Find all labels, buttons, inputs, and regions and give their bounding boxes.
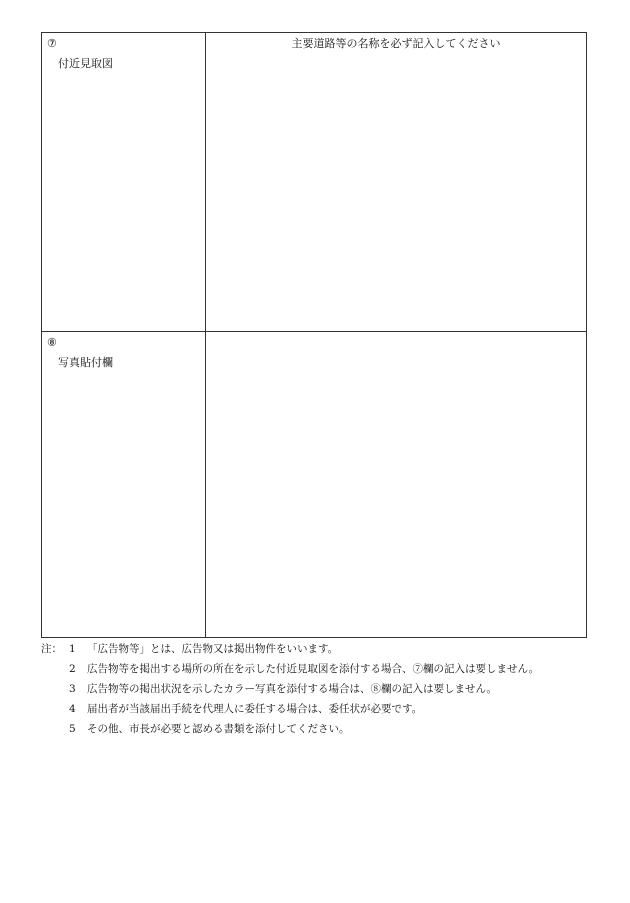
- map-row: [42, 33, 586, 332]
- note-number: 1: [69, 643, 76, 655]
- note-text: 広告物等を掲出する場所の所在を示した付近見取図を添付する場合、⑦欄の記入は要しません。: [87, 663, 540, 675]
- note-number: 4: [69, 703, 76, 715]
- map-label-cell: [42, 33, 206, 331]
- map-section-label: 付近見取図: [58, 57, 113, 70]
- map-instruction: 主要道路等の名称を必ず記入してください: [291, 37, 501, 50]
- photo-paste-area[interactable]: [206, 332, 586, 637]
- note-text: 広告物等の掲出状況を示したカラー写真を添付する場合は、⑧欄の記入は要しません。: [87, 683, 498, 695]
- note-number: 5: [69, 723, 76, 735]
- notes-prefix: 注：: [41, 643, 62, 655]
- note-text: 届出者が当該届出手続を代理人に委任する場合は、委任状が必要です。: [87, 703, 423, 715]
- note-text: その他、市長が必要と認める書類を添付してください。: [87, 723, 350, 735]
- photo-section-number: ⑧: [47, 336, 57, 349]
- form-table: [41, 32, 587, 638]
- photo-row: [42, 332, 586, 637]
- note-number: 2: [69, 663, 76, 675]
- note-number: 3: [69, 683, 76, 695]
- photo-section-label: 写真貼付欄: [58, 356, 113, 369]
- note-text: 「広告物等」とは、広告物又は掲出物件をいいます。: [87, 643, 339, 655]
- map-section-number: ⑦: [47, 37, 57, 50]
- map-drawing-area[interactable]: [206, 33, 586, 331]
- photo-label-cell: [42, 332, 206, 637]
